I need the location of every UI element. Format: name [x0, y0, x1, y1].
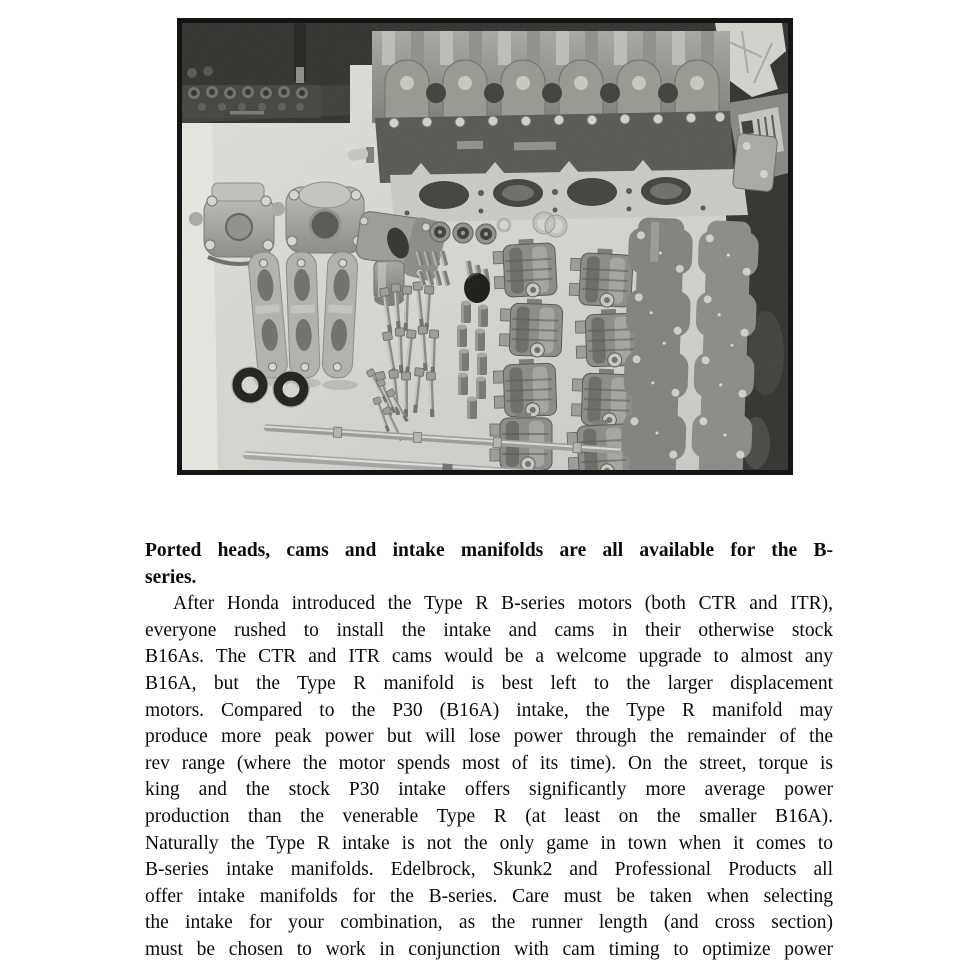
body-line: rev range (where the motor spends most of its time). On the street, torque is: [145, 752, 833, 774]
body-line: must be chosen to work in conjunction with cam timing to optimize power: [145, 938, 833, 960]
article-text: [145, 538, 833, 964]
caption-line-2: series.: [145, 566, 197, 588]
body-line: the intake for your combination, as the runner length (and cross section): [145, 912, 833, 934]
body-line: B16As. The CTR and ITR cams would be a welcome upgrade to almost any: [145, 646, 833, 668]
body-line: After Honda introduced the Type R B-series motors (both CTR and ITR),: [173, 593, 833, 615]
caption-line-1: Ported heads, cams and intake manifolds are all available for the B-: [145, 540, 833, 561]
body-line: Naturally the Type R intake is not the only game in town when it comes to: [145, 832, 833, 854]
body-line: everyone rushed to install the intake and cams in their otherwise stock: [145, 619, 833, 641]
body-line: B-series intake manifolds. Edelbrock, Skunk2 and Professional Products all: [145, 859, 833, 881]
body-line: B16A, but the Type R manifold is best left to the larger displacement: [145, 672, 833, 694]
body-line: offer intake manifolds for the B-series. Care must be taken when selecting: [145, 885, 833, 907]
body-line: produce more peak power but will lose power through the remainder of the: [145, 726, 833, 748]
body-line: motors. Compared to the P30 (B16A) intake, the Type R manifold may: [145, 699, 833, 721]
body-line: production than the venerable Type R (at least on the smaller B16A).: [145, 805, 833, 827]
engine-parts-photo: [177, 18, 793, 475]
body-line: king and the stock P30 intake offers significantly more average power: [145, 779, 833, 801]
